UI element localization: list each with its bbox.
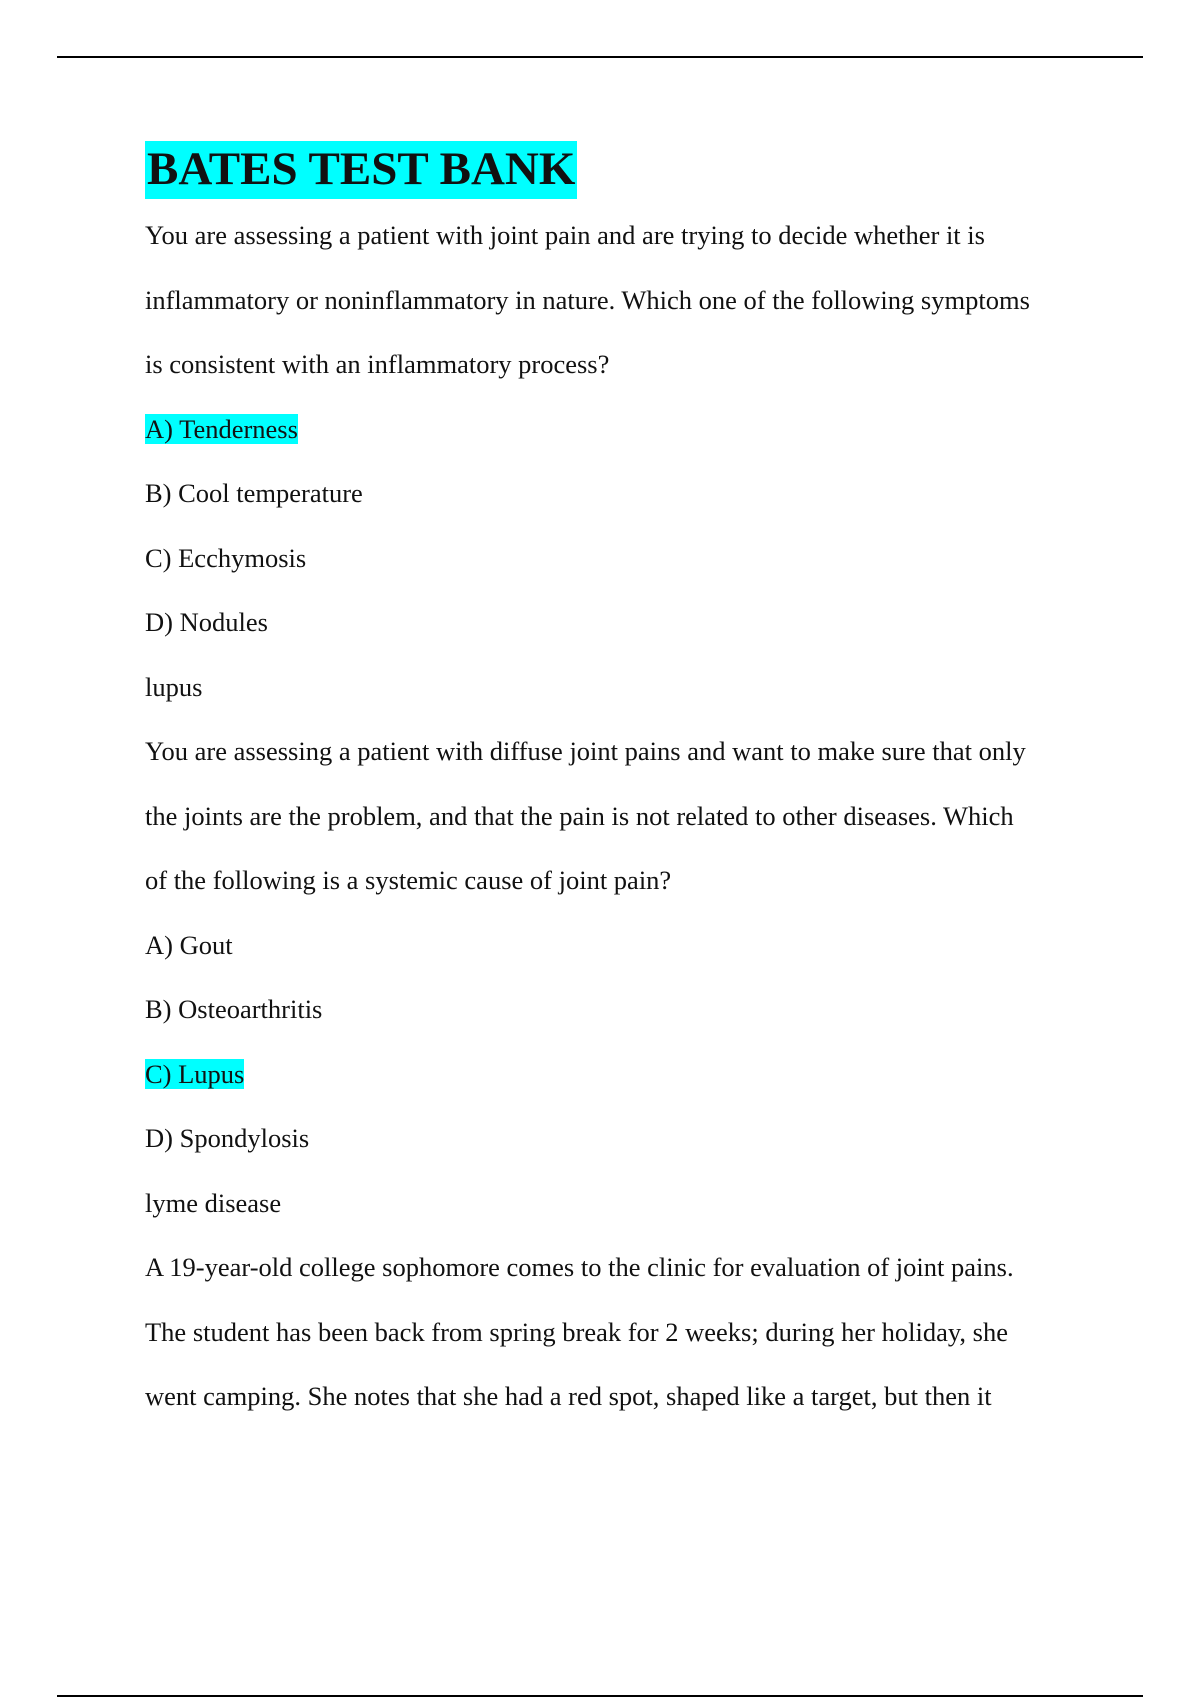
- question-3-stem-line-3: went camping. She notes that she had a red spot, shaped like a target, but then it: [145, 1381, 992, 1411]
- question-1-option-c: C) Ecchymosis: [145, 542, 307, 573]
- header-rule: [57, 56, 1143, 58]
- question-3-stem-line-2: The student has been back from spring break for 2 weeks; during her holiday, she: [145, 1316, 1008, 1347]
- answer-highlight: A) Tenderness: [145, 413, 298, 444]
- question-1-option-b: B) Cool temperature: [145, 478, 363, 508]
- question-2-note: lyme disease: [145, 1187, 282, 1218]
- page-content: [145, 140, 1105, 1429]
- question-1-option-a: [145, 397, 1105, 462]
- question-2-stem-line-1: You are assessing a patient with diffuse joint pains and want to make sure that only: [145, 736, 1026, 766]
- question-1-note: lupus: [145, 671, 203, 702]
- answer-highlight: C) Lupus: [145, 1058, 245, 1089]
- question-3: [145, 1235, 1105, 1429]
- footer-rule: [57, 1695, 1143, 1697]
- question-2-option-d: D) Spondylosis: [145, 1123, 310, 1153]
- question-3-stem-line-1: A 19-year-old college sophomore comes to the clinic for evaluation of joint pains.: [145, 1252, 1014, 1282]
- question-1-stem-line-2: inflammatory or noninflammatory in nature. Which one of the following symptoms: [145, 284, 1030, 315]
- question-2: [145, 719, 1105, 1235]
- title-highlight: BATES TEST BANK: [145, 141, 577, 199]
- question-2-option-a: A) Gout: [145, 929, 233, 960]
- document-title: [145, 140, 1105, 203]
- question-1: [145, 203, 1105, 719]
- question-1-option-d: D) Nodules: [145, 607, 268, 637]
- question-2-stem-line-3: of the following is a systemic cause of joint pain?: [145, 865, 672, 895]
- question-1-stem-line-1: You are assessing a patient with joint pain and are trying to decide whether it is: [145, 220, 985, 250]
- question-1-stem-line-3: is consistent with an inflammatory process?: [145, 349, 610, 379]
- question-2-option-b: B) Osteoarthritis: [145, 994, 323, 1024]
- question-2-option-c: [145, 1042, 1105, 1107]
- question-2-stem-line-2: the joints are the problem, and that the pain is not related to other diseases. Which: [145, 800, 1014, 831]
